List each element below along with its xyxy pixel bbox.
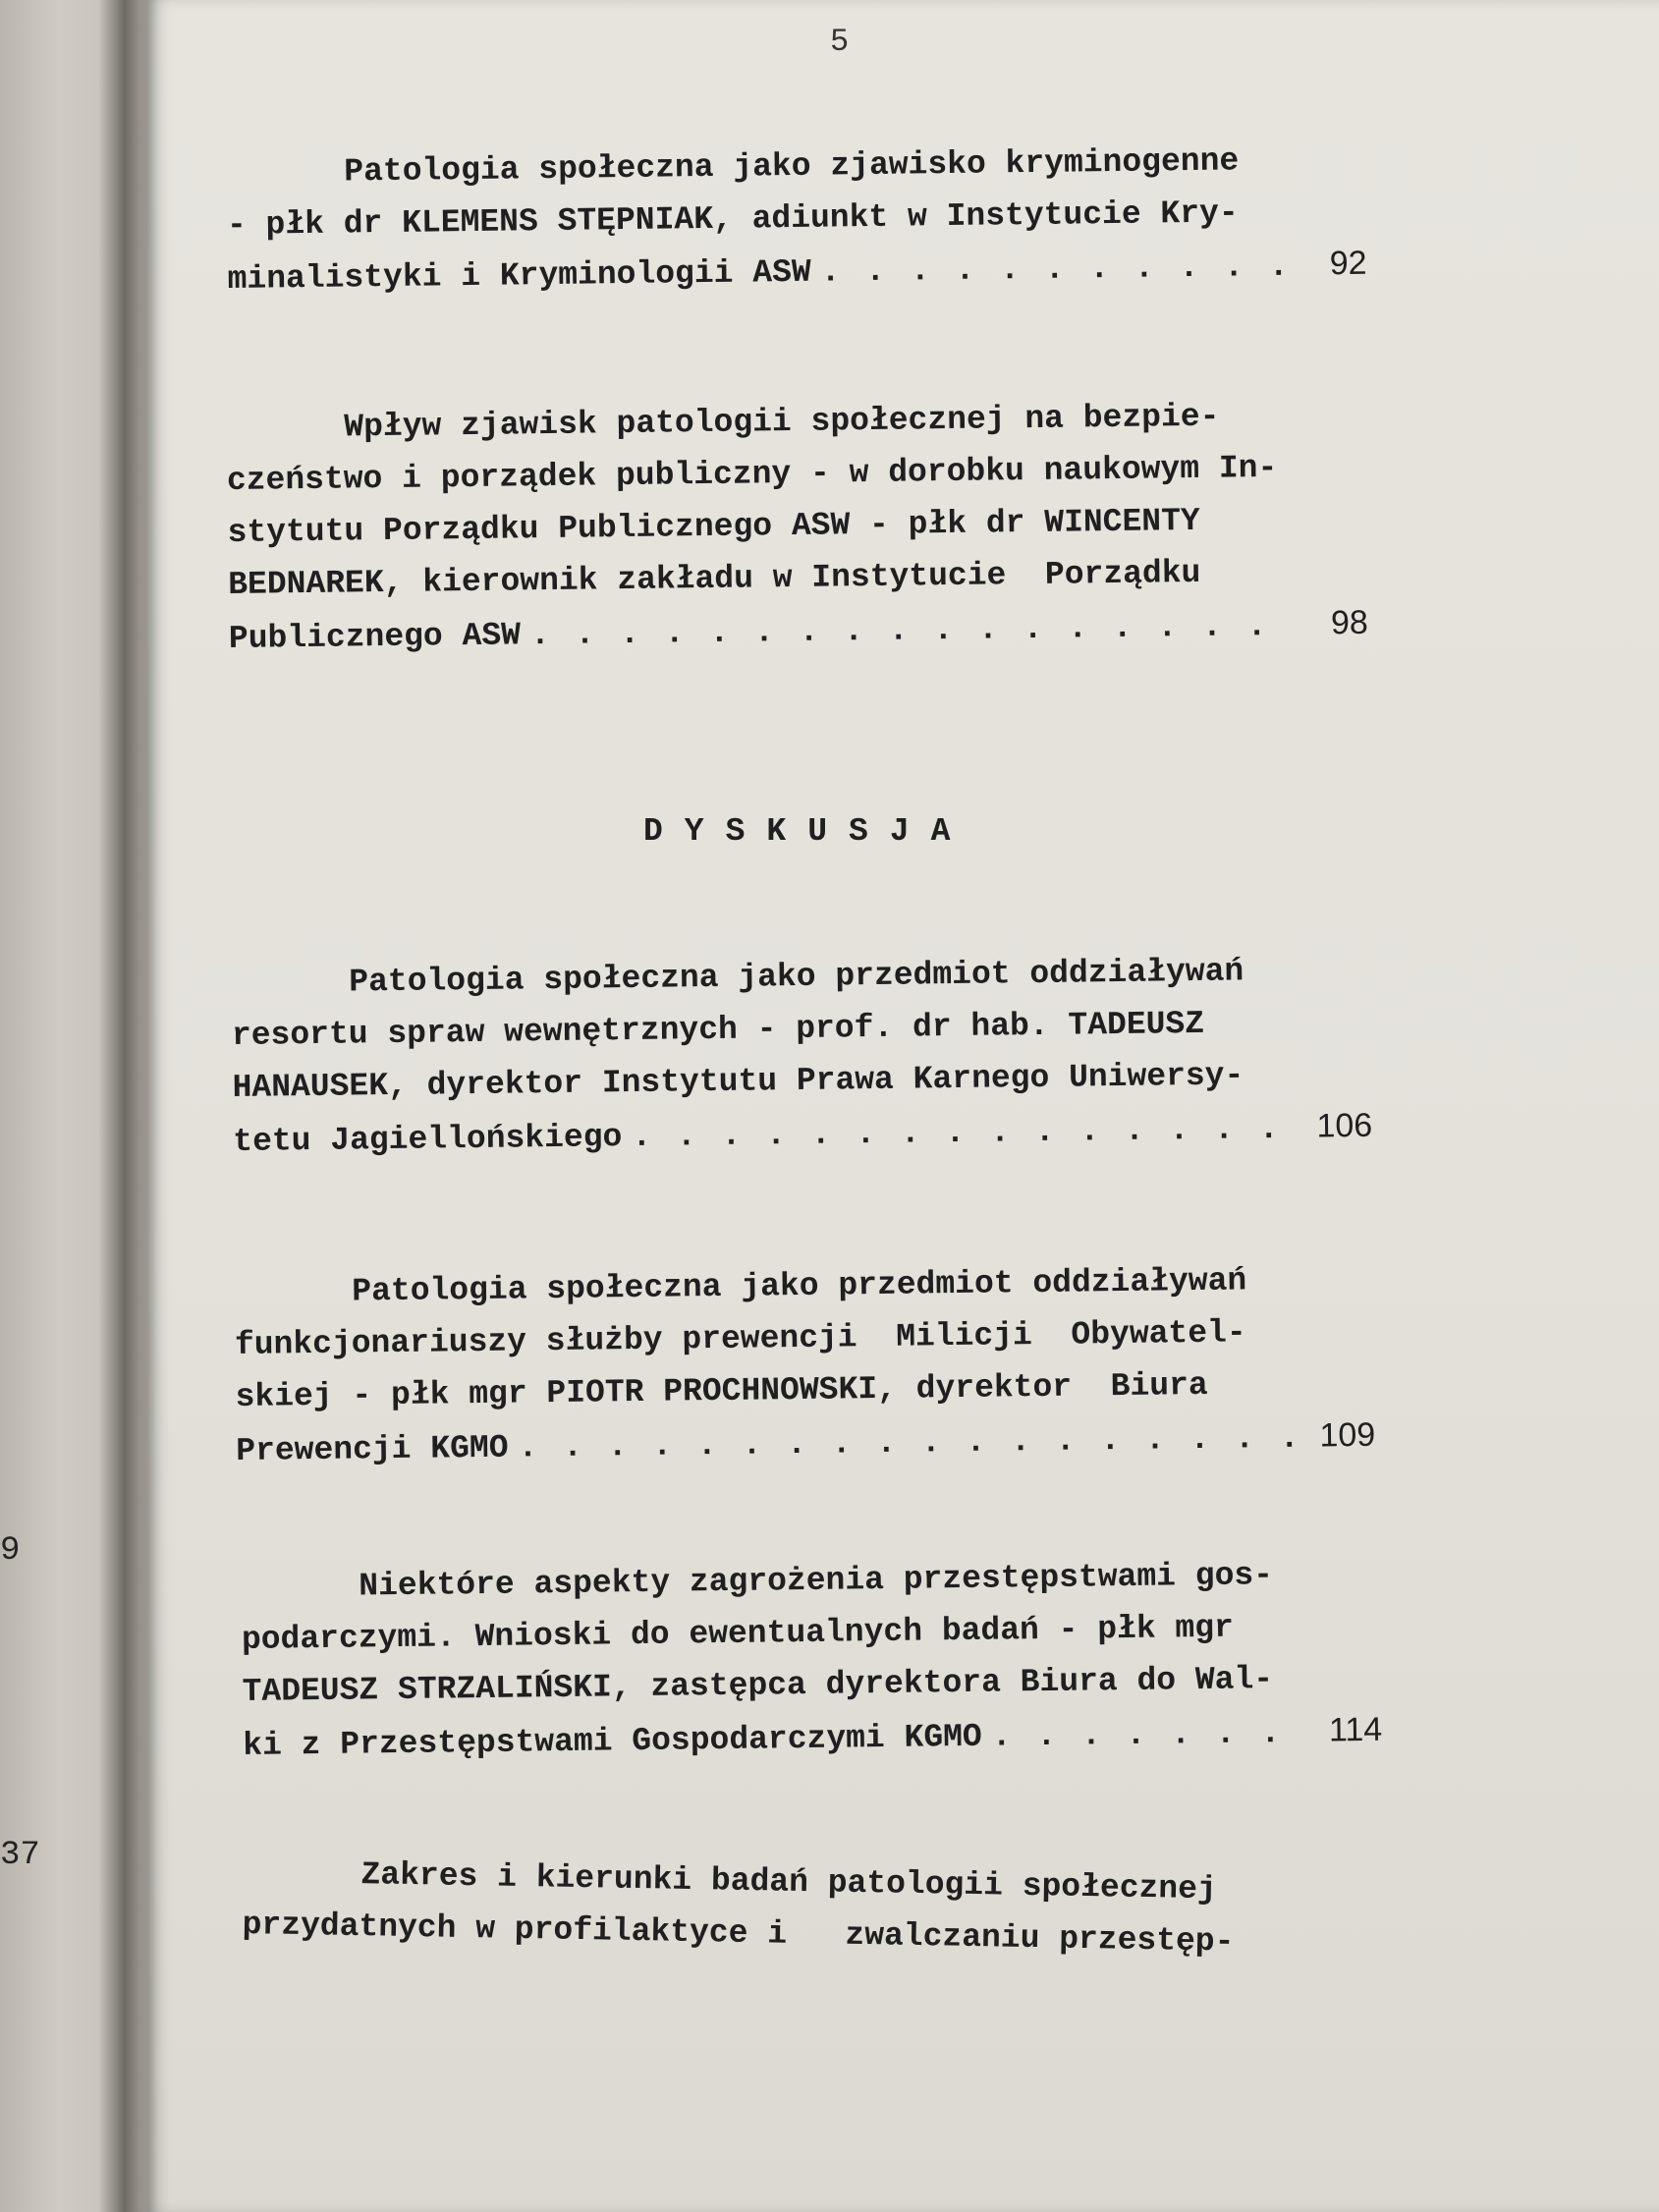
- toc-entry-line: funkcjonariuszy służby prewencji Milicji Obywatel-: [234, 1314, 1246, 1363]
- dot-leader: [530, 600, 1291, 661]
- toc-entry: [231, 944, 1373, 1166]
- toc-page-ref: 98: [1330, 603, 1369, 642]
- toc-entry-line: Publicznego ASW: [228, 617, 522, 657]
- dot-leader: [632, 1103, 1295, 1163]
- toc-entry-line: skiej - płk mgr PIOTR PROCHNOWSKI, dyrektor Biura: [235, 1366, 1208, 1415]
- toc-entry-line: Niektóre aspekty zagrożenia przestępstwami gos-: [359, 1557, 1274, 1605]
- toc-entry-line: czeństwo i porządek publiczny - w dorobku naukowym In-: [226, 449, 1278, 499]
- toc-page-ref: 109: [1319, 1415, 1376, 1455]
- section-heading: DYSKUSJA: [643, 813, 972, 850]
- toc-entry-line: Patologia społeczna jako przedmiot oddziaływań: [349, 953, 1244, 1001]
- dot-leader: [518, 1412, 1297, 1474]
- toc-entry-line: HANAUSEK, dyrektor Instytutu Prawa Karnego Uniwersy-: [232, 1057, 1244, 1106]
- toc-entry-line: podarczymi. Wnioski do ewentualnych badań - płk mgr: [241, 1609, 1235, 1658]
- toc-entry: [242, 1847, 1383, 1970]
- toc-entry: [226, 134, 1367, 304]
- toc-entry-line: resortu spraw wewnętrznych - prof. dr hab. TADEUSZ: [231, 1005, 1205, 1054]
- toc-entry-line: Patologia społeczna jako przedmiot oddziaływań: [352, 1262, 1247, 1310]
- toc-entry-line: ki z Przestępstwami Gospodarczymi KGMO: [243, 1718, 982, 1764]
- toc-entry-line: Patologia społeczna jako zjawisko kryminogenne: [344, 142, 1240, 191]
- book-gutter: [98, 0, 157, 2212]
- toc-page-ref: 92: [1329, 244, 1367, 283]
- toc-entry-line: BEDNAREK, kierownik zakładu w Instytucie Porządku: [228, 554, 1201, 603]
- left-page-fragment: 9: [0, 1532, 21, 1570]
- toc-entry-line: minalistyki i Kryminologii ASW: [227, 253, 811, 298]
- toc-entry: [234, 1253, 1376, 1475]
- toc-entry-line: stytutu Porządku Publicznego ASW - płk dr WINCENTY: [227, 502, 1200, 551]
- toc-entry-line: TADEUSZ STRZALIŃSKI, zastępca dyrektora Biura do Wal-: [242, 1661, 1274, 1710]
- toc-entry-line: Prewencji KGMO: [236, 1429, 509, 1469]
- toc-entry: [241, 1548, 1383, 1770]
- dot-leader: [991, 1707, 1303, 1763]
- toc-entry-line: Zakres i kierunki badań patologii społecznej: [360, 1856, 1218, 1908]
- toc-entry: [226, 389, 1368, 663]
- page-number: 5: [830, 24, 850, 60]
- toc-page-ref: 114: [1328, 1710, 1383, 1749]
- left-page-fragment: 37: [0, 1837, 40, 1874]
- dot-leader: [820, 241, 1289, 299]
- toc-entry-line: przydatnych w profilaktyce i zwalczaniu przestęp-: [242, 1906, 1235, 1961]
- toc-entry-line: tetu Jagiellońskiego: [233, 1119, 623, 1160]
- toc-page-ref: 106: [1316, 1106, 1373, 1145]
- toc-entry-line: Wpływ zjawisk patologii społecznej na bezpie-: [344, 398, 1220, 446]
- toc-entry-line: - płk dr KLEMENS STĘPNIAK, adiunkt w Instytucie Kry-: [226, 194, 1239, 244]
